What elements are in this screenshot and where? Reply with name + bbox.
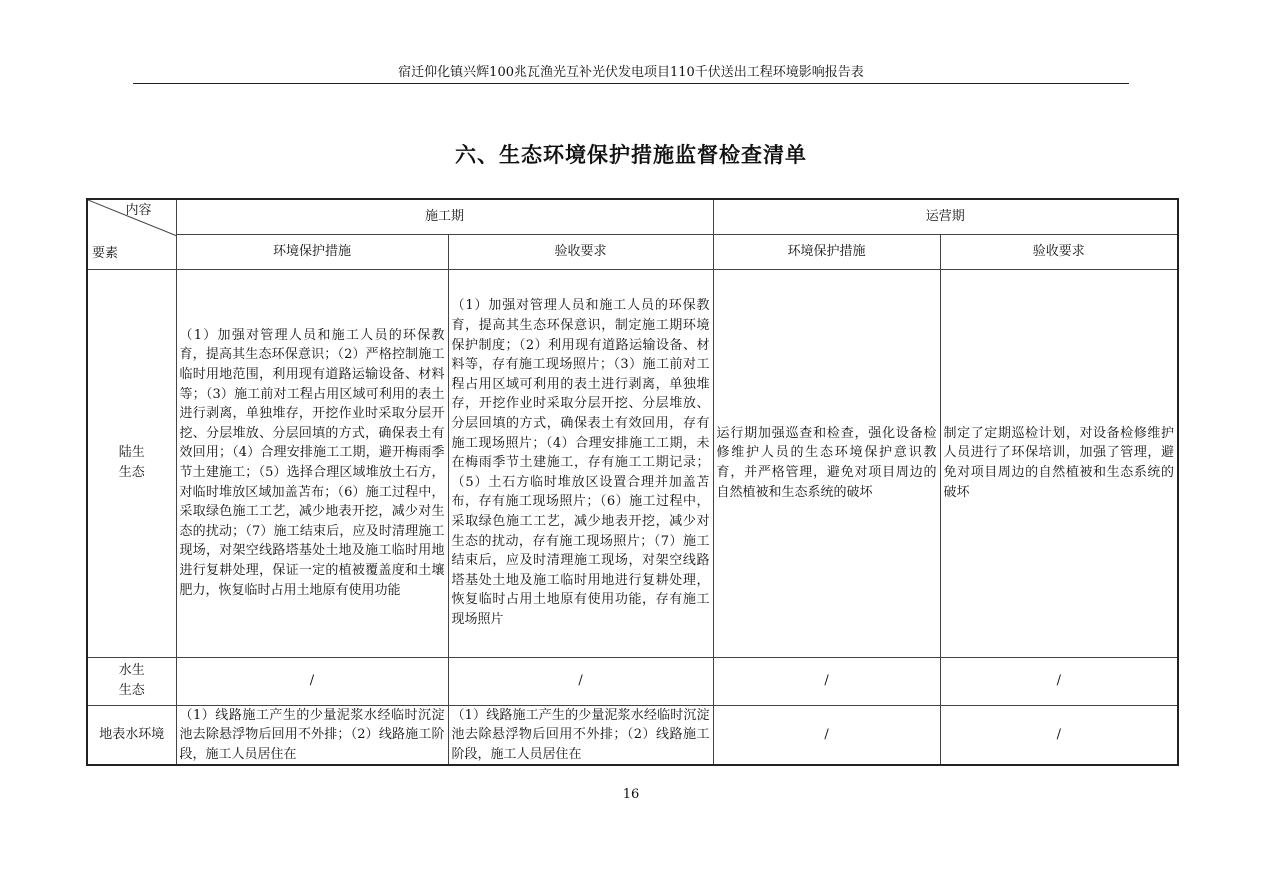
construction-measures-cell: /	[176, 657, 448, 705]
operation-measures-cell: /	[713, 657, 940, 705]
element-cell: 陆生 生态	[87, 269, 176, 657]
operation-acceptance-cell: 制定了定期巡检计划，对设备检修维护人员进行了环保培训，加强了管理，避免对项目周边的自然植被和生态系统的破坏	[940, 269, 1178, 657]
corner-header-cell	[87, 199, 176, 269]
construction-acceptance-cell: （1）线路施工产生的少量泥浆水经临时沉淀池去除悬浮物后回用不外排；（2）线路施工阶段，施工人员居住在	[448, 705, 713, 765]
supervision-checklist-table	[86, 198, 1179, 766]
operation-measures-header: 环境保护措施	[713, 234, 940, 269]
operation-measures-cell: 运行期加强巡查和检查，强化设备检修维护人员的生态环境保护意识教育，并严格管理，避免对项目周边的自然植被和生态系统的破坏	[713, 269, 940, 657]
table-row	[87, 269, 1178, 657]
construction-measures-cell: （1）加强对管理人员和施工人员的环保教育，提高其生态环保意识；（2）严格控制施工临时用地范围，利用现有道路运输设备、材料等；（3）施工前对工程占用区域可利用的表土进行剥离，单独堆存，开挖作业时采取分层开挖、分层堆放、分层回填的方式，确保表土有效回用；（4）合理安排施工工期，避开梅雨季节土建施工；（5）选择合理区域堆放土石方，对临时堆放区域加盖苫布；（6）施工过程中，采取绿色施工工艺，减少地表开挖，减少对生态的扰动；（7）施工结束后，应及时清理施工现场，对架空线路塔基处土地及施工临时用地进行复耕处理，保证一定的植被覆盖度和土壤肥力，恢复临时占用土地原有使用功能	[176, 269, 448, 657]
page-number: 16	[622, 787, 640, 802]
operation-acceptance-cell: /	[940, 657, 1178, 705]
operation-phase-header: 运营期	[713, 199, 1178, 234]
construction-acceptance-header: 验收要求	[448, 234, 713, 269]
subheader-row	[87, 234, 1178, 269]
corner-label-element: 要素	[92, 245, 119, 261]
phase-header-row	[87, 199, 1178, 234]
operation-acceptance-header: 验收要求	[940, 234, 1178, 269]
construction-phase-header: 施工期	[176, 199, 713, 234]
page-title: 六、生态环境保护措施监督检查清单	[455, 143, 807, 167]
element-cell: 水生 生态	[87, 657, 176, 705]
construction-acceptance-cell: （1）加强对管理人员和施工人员的环保教育，提高其生态环保意识，制定施工期环境保护制度；（2）利用现有道路运输设备、材料等，存有施工现场照片；（3）施工前对工程占用区域可利用的表土进行剥离，单独堆存，开挖作业时采取分层开挖、分层堆放、分层回填的方式，确保表土有效回用，存有施工现场照片；（4）合理安排施工工期，未在梅雨季节土建施工，存有施工工期记录；（5）土石方临时堆放区设置合理并加盖苫布，存有施工现场照片；（6）施工过程中，采取绿色施工工艺，减少地表开挖，减少对生态的扰动，存有施工现场照片；（7）施工结束后，应及时清理施工现场，对架空线路塔基处土地及施工临时用地进行复耕处理，恢复临时占用土地原有使用功能，存有施工现场照片	[448, 269, 713, 657]
operation-acceptance-cell: /	[940, 705, 1178, 765]
running-header: 宿迁仰化镇兴辉100兆瓦渔光互补光伏发电项目110千伏送出工程环境影响报告表	[398, 65, 864, 80]
table-row	[87, 705, 1178, 765]
operation-measures-cell: /	[713, 705, 940, 765]
construction-measures-cell: （1）线路施工产生的少量泥浆水经临时沉淀池去除悬浮物后回用不外排；（2）线路施工阶段，施工人员居住在	[176, 705, 448, 765]
construction-acceptance-cell: /	[448, 657, 713, 705]
table-row	[87, 657, 1178, 705]
element-cell: 地表水环境	[87, 705, 176, 765]
corner-label-content: 内容	[125, 203, 152, 218]
construction-measures-header: 环境保护措施	[176, 234, 448, 269]
header-rule	[133, 83, 1129, 84]
